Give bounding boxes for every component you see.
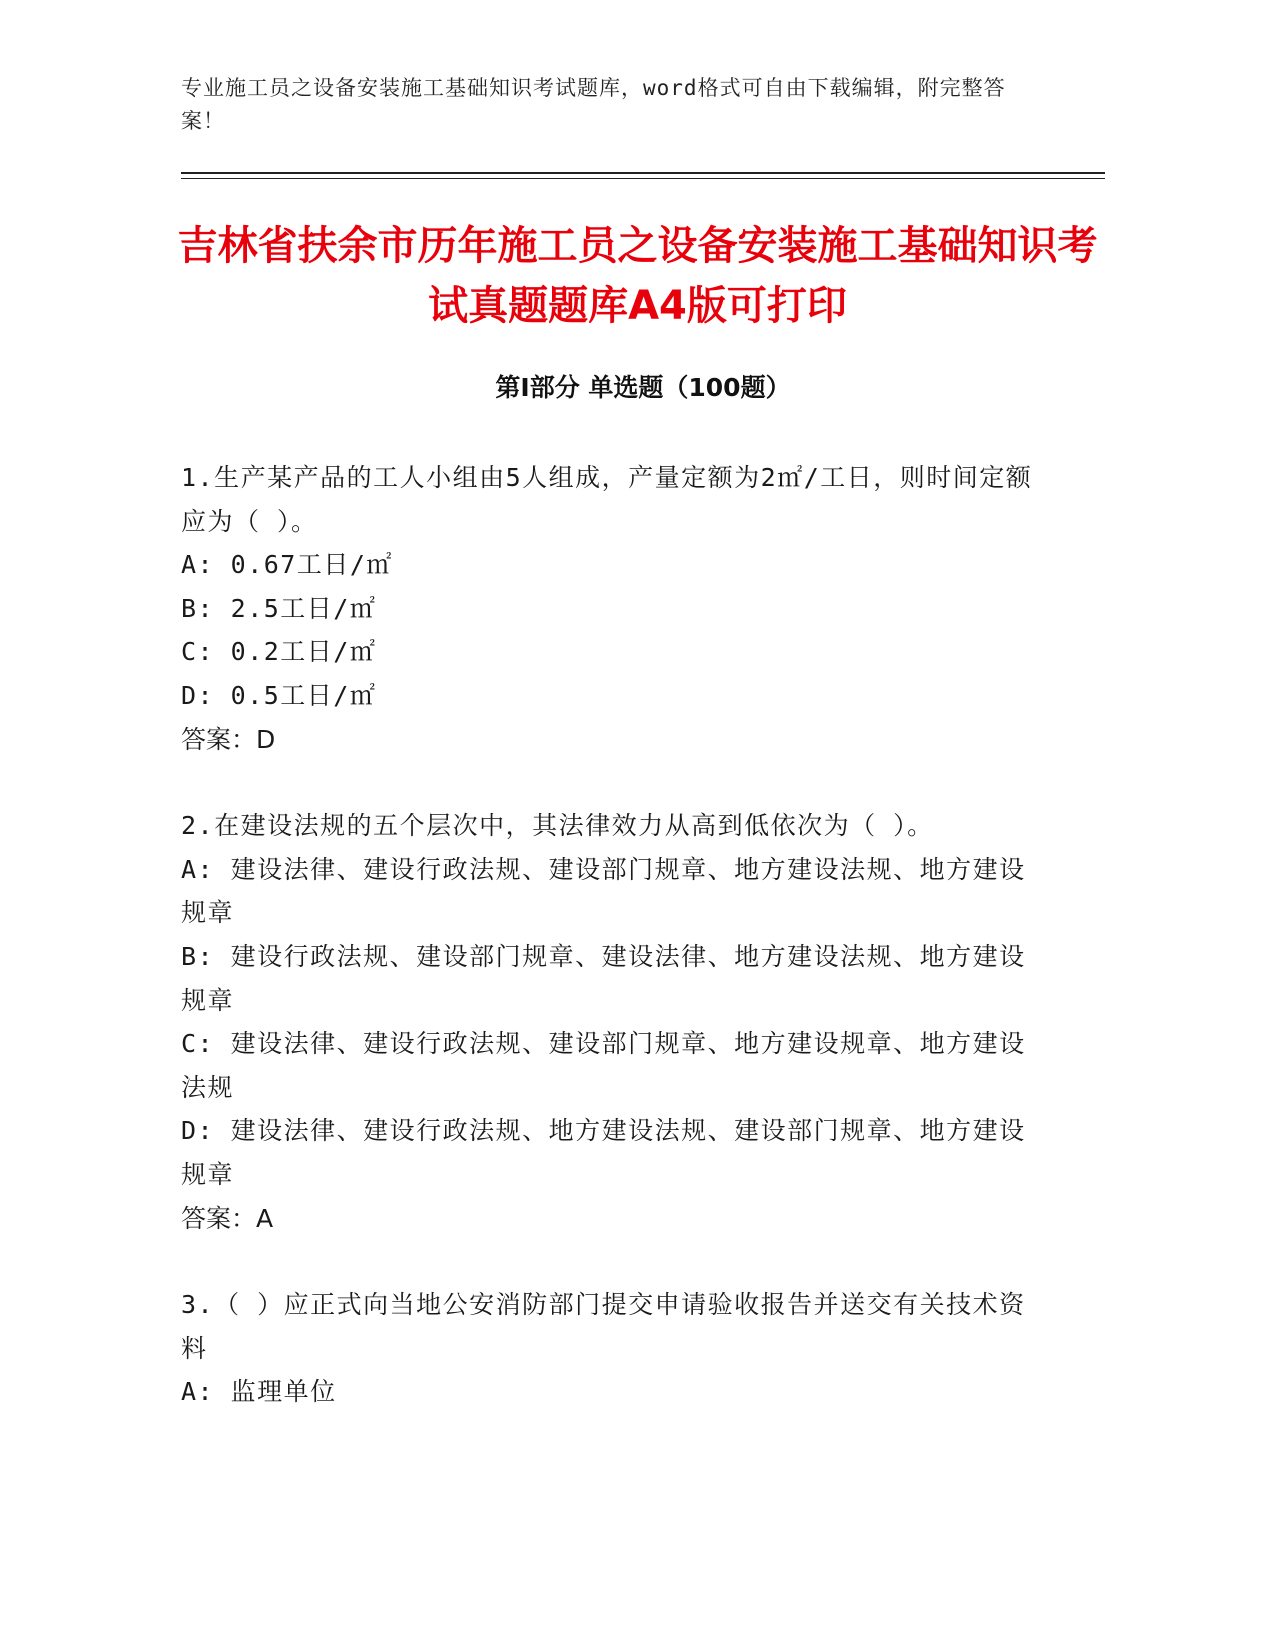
question-stem: 1.生产某产品的工人小组由5人组成，产量定额为2㎡/工日，则时间定额应为（ ）。 [181, 463, 1033, 536]
answer: 答案：D [181, 724, 276, 754]
question-list [181, 456, 1041, 1457]
header-divider-thin [181, 178, 1105, 179]
option-b: B: 建设行政法规、建设部门规章、建设法律、地方建设法规、地方建设规章 [181, 941, 1026, 1015]
option-c: C: 0.2工日/㎡ [181, 637, 377, 667]
question-1 [181, 456, 1041, 761]
question-2 [181, 804, 1041, 1240]
option-c: C: 建设法律、建设行政法规、建设部门规章、地方建设规章、地方建设法规 [181, 1029, 1026, 1102]
option-d: D: 建设法律、建设行政法规、地方建设法规、建设部门规章、地方建设规章 [181, 1116, 1026, 1189]
question-stem: 3.（ ）应正式向当地公安消防部门提交申请验收报告并送交有关技术资料 [181, 1290, 1026, 1363]
option-a: A: 0.67工日/㎡ [181, 550, 393, 580]
question-stem: 2.在建设法规的五个层次中，其法律效力从高到低依次为（ ）。 [181, 811, 934, 841]
question-3 [181, 1283, 1041, 1414]
option-a: A: 建设法律、建设行政法规、建设部门规章、地方建设法规、地方建设规章 [181, 854, 1026, 928]
option-d: D: 0.5工日/㎡ [181, 680, 377, 710]
option-b: B: 2.5工日/㎡ [181, 593, 377, 623]
header-note: 专业施工员之设备安装施工基础知识考试题库，word格式可自由下载编辑，附完整答案！ [181, 76, 1006, 133]
answer: 答案：A [181, 1203, 274, 1233]
section-heading: 第Ⅰ部分 单选题（100题） [495, 373, 791, 402]
header-divider-thick [181, 172, 1105, 174]
document-title: 吉林省扶余市历年施工员之设备安装施工基础知识考试真题题库A4版可打印 [177, 223, 1098, 329]
option-a: A: 监理单位 [181, 1377, 337, 1407]
